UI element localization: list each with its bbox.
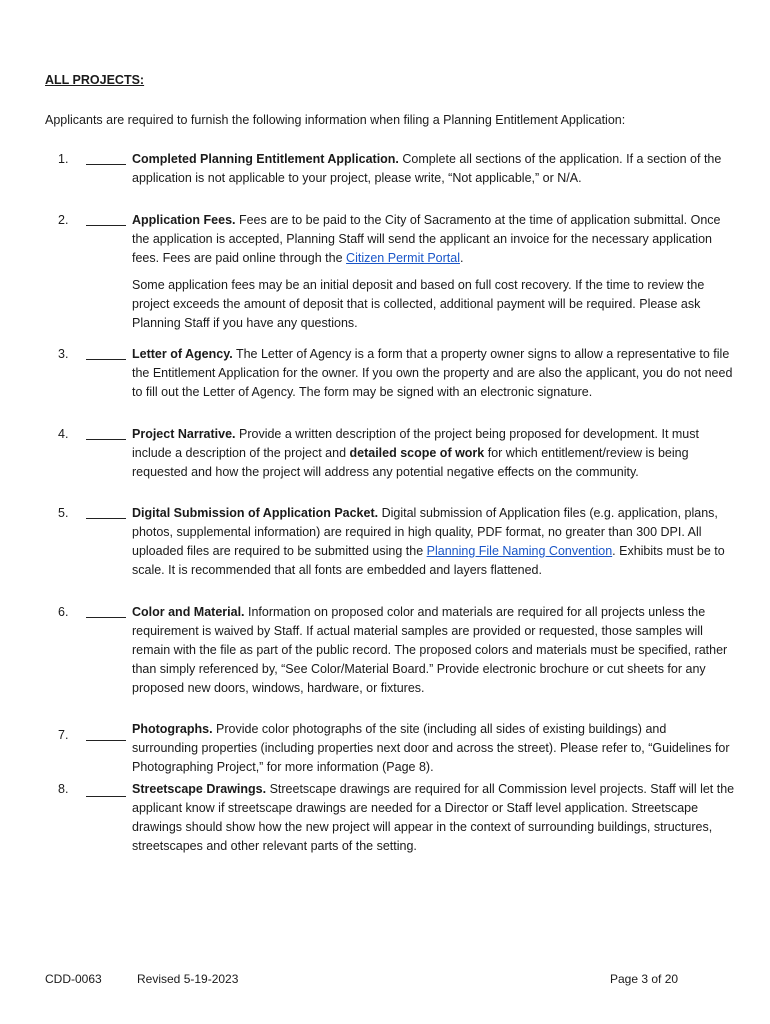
- item-number: 5.: [58, 506, 69, 520]
- item-title: Application Fees.: [132, 213, 236, 227]
- item-title: Color and Material.: [132, 605, 245, 619]
- item-number: 6.: [58, 605, 69, 619]
- checklist-item-7: [45, 720, 735, 785]
- checklist-item-3: [45, 345, 735, 410]
- item-text: Provide color photographs of the site (including all sides of existing buildings) and surrounding properties (including properties next door and across the street). Please refer to, “Guidelines for Photographing Project,” for more information (Page 8).: [132, 722, 730, 774]
- checklist-item-2: [45, 211, 735, 341]
- checklist-item-5: [45, 504, 735, 588]
- item-title: Project Narrative.: [132, 427, 236, 441]
- item-body: [132, 425, 735, 482]
- item-text: Provide a written description of the project being proposed for development. It must include a description of the project and: [132, 427, 699, 460]
- item-title: Streetscape Drawings.: [132, 782, 267, 796]
- item-text: Information on proposed color and materials are required for all projects unless the requirement is waived by Staff. If actual material samples are provided or requested, those samples will remain with the file as part of the public record. The proposed colors and materials must be specified, rather than simply referenced by, “See Color/Material Board.” Provide electronic brochure or cut sheets for any proposed new doors, windows, hardware, or fixtures.: [132, 605, 728, 695]
- item-body: [132, 504, 735, 580]
- item-body: [132, 603, 735, 698]
- item-number: 7.: [58, 728, 69, 742]
- item-body: [132, 345, 735, 402]
- item-title: Photographs.: [132, 722, 213, 736]
- item-text: Streetscape drawings are required for all Commission level projects. Staff will let the applicant know if streetscape drawings are needed for a Director or Staff level application. Streetscape drawings should show how the new project will appear in the context of surrounding buildings, structures, streetscapes and other relevant parts of the setting.: [132, 782, 735, 853]
- intro-paragraph: Applicants are required to furnish the following information when filing a Planning Entitlement Application:: [45, 113, 626, 127]
- checkbox-line: [86, 740, 126, 741]
- item-title: Letter of Agency.: [132, 347, 233, 361]
- citizen-permit-portal-link[interactable]: Citizen Permit Portal: [346, 251, 460, 265]
- footer-page-number: Page 3 of 20: [610, 972, 679, 986]
- checklist-item-8: [45, 780, 735, 864]
- item-text: Digital submission of Application files (e.g. application, plans, photos, supplemental information) are required in high quality, PDF format, no greater than 300 DPI. All uploaded files are required to be submitted using the: [132, 506, 718, 558]
- item-title: Digital Submission of Application Packet.: [132, 506, 379, 520]
- item-body: [132, 720, 735, 777]
- item-body: [132, 150, 735, 188]
- item-paragraph-2: Some application fees may be an initial deposit and based on full cost recovery. If the time to review the project exceeds the amount of deposit that is collected, additional payment will be required. Please ask Planning Staff if you have any questions.: [132, 278, 705, 330]
- footer-form-id: CDD-0063: [45, 972, 102, 986]
- item-number: 8.: [58, 782, 69, 796]
- checkbox-line: [86, 796, 126, 797]
- checkbox-line: [86, 439, 126, 440]
- item-text: The Letter of Agency is a form that a property owner signs to allow a representative to file the Entitlement Application for the owner. If you own the property and are also the applicant, you do not need to fill out the Letter of Agency. The form may be signed with an electronic signature.: [132, 347, 733, 399]
- section-heading: ALL PROJECTS:: [45, 73, 145, 87]
- checkbox-line: [86, 518, 126, 519]
- planning-file-naming-convention-link[interactable]: Planning File Naming Convention: [426, 544, 613, 558]
- item-text-end: for which entitlement/review is being requested and how the project will address any potential negative effects on the community.: [132, 446, 689, 479]
- item-number: 2.: [58, 213, 69, 227]
- checkbox-line: [86, 164, 126, 165]
- checkbox-line: [86, 359, 126, 360]
- item-text: Fees are to be paid to the City of Sacramento at the time of application submittal. Once the application is accepted, Planning Staff will send the applicant an invoice for the necessary application fees. Fees are paid online through the: [132, 213, 721, 265]
- checklist-item-4: [45, 425, 735, 490]
- item-emphasis: detailed scope of work: [349, 446, 485, 460]
- item-text: Complete all sections of the application. If a section of the application is not applicable to your project, please write, “Not applicable,” or N/A.: [132, 152, 722, 185]
- checklist-item-6: [45, 603, 735, 706]
- item-number: 4.: [58, 427, 69, 441]
- item-title: Completed Planning Entitlement Application.: [132, 152, 399, 166]
- item-number: 3.: [58, 347, 69, 361]
- item-body: [132, 780, 735, 856]
- checkbox-line: [86, 225, 126, 226]
- item-body: [132, 211, 735, 333]
- item-number: 1.: [58, 152, 69, 166]
- item-text-end: .: [459, 251, 464, 265]
- item-text-end: . Exhibits must be to scale. It is recommended that all fonts are embedded and layers flattened.: [132, 544, 725, 577]
- footer-revised-date: Revised 5-19-2023: [137, 972, 239, 986]
- checklist-item-1: [45, 150, 735, 196]
- checkbox-line: [86, 617, 126, 618]
